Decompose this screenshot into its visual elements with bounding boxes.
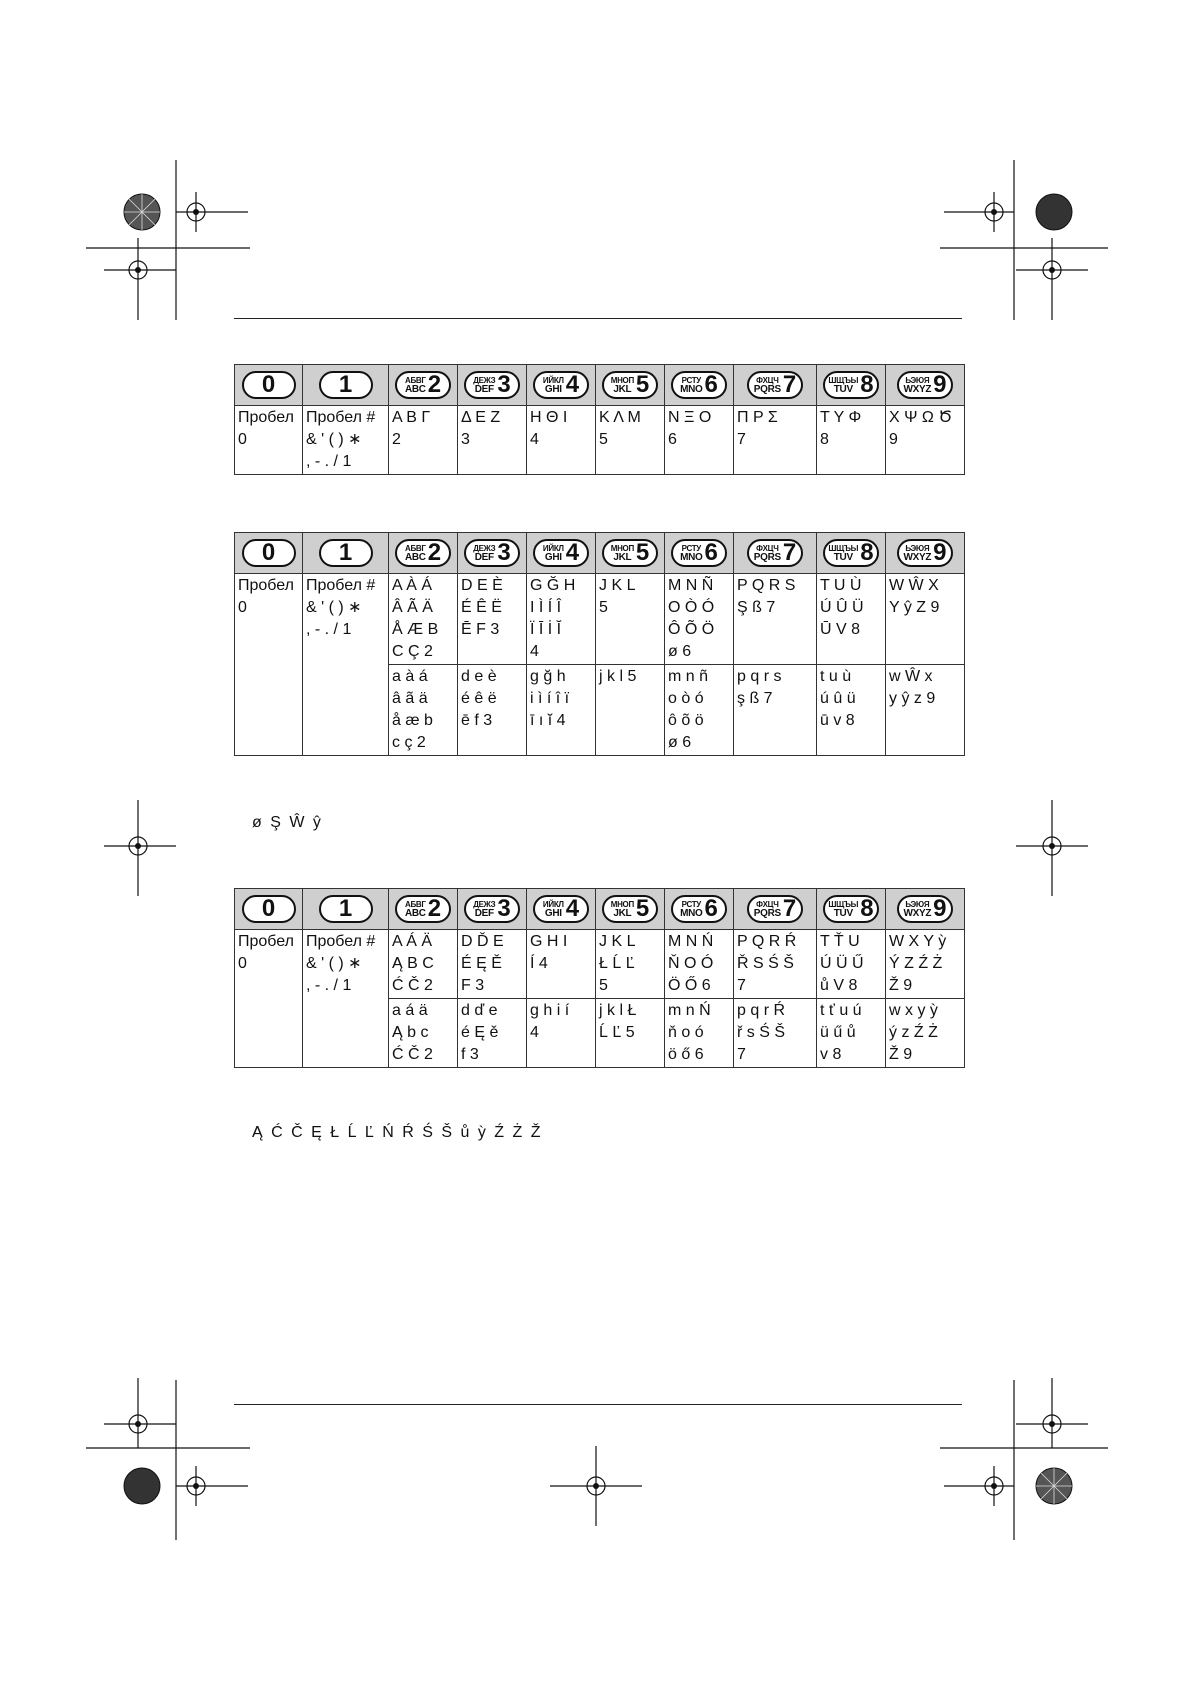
cell-2: A Á Ä Ą B C Ć Č 2 [389,930,458,999]
key-1: 1 [319,539,373,567]
cell-5: Κ Λ Μ 5 [596,406,665,475]
key-3: ДЕЖЗ DEF 3 [464,371,520,399]
key-3: ДЕЖЗ DEF 3 [464,539,520,567]
key-row [235,365,965,406]
key-4: ИЙКЛ GHI 4 [533,895,589,923]
key-6: РСТУ MNO 6 [671,895,727,923]
table-row [235,406,965,475]
character-table-central-european [234,888,965,1068]
cell-4-lower: g ğ h i ì í î ï ī ı ĭ 4 [527,665,596,756]
cell-3-lower: d e è é ê ë ē f 3 [458,665,527,756]
key-0: 0 [242,371,296,399]
cell-0: Пробел 0 [235,930,303,1068]
key-4: ИЙКЛ GHI 4 [533,539,589,567]
key-8: ШЩЪЫ TUV 8 [823,539,879,567]
cell-4: Η Θ Ι 4 [527,406,596,475]
cell-4: G Ğ H I Ì Í Î Ï Ī İ Ĭ 4 [527,574,596,665]
key-5: МНОП JKL 5 [602,895,658,923]
key-0: 0 [242,539,296,567]
header-rule [234,318,962,319]
cell-6: M N Ń Ň O Ó Ö Ő 6 [665,930,734,999]
key-6: РСТУ MNO 6 [671,371,727,399]
cell-5: J K L 5 [596,574,665,665]
cell-3: Δ Ε Ζ 3 [458,406,527,475]
character-table-latin-extended [234,532,965,756]
cell-3: D E È É Ê Ë Ē F 3 [458,574,527,665]
cell-5: J K L Ł Ĺ Ľ 5 [596,930,665,999]
cell-8: T U Ù Ú Û Ü Ū V 8 [817,574,886,665]
key-2: АБВГ ABC 2 [395,539,451,567]
special-chars-note-2: Ą Ć Č Ę Ł Ĺ Ľ Ń Ŕ Ś Š ů ỳ Ź Ż Ž [252,1124,543,1141]
cell-9-lower: w Ŵ x y ŷ z 9 [886,665,965,756]
cell-8: Τ Υ Φ 8 [817,406,886,475]
key-7: ФХЦЧ PQRS 7 [747,895,803,923]
cell-8-lower: t ť u ú ü ű ů v 8 [817,999,886,1068]
key-4: ИЙКЛ GHI 4 [533,371,589,399]
cell-4: G H I Í 4 [527,930,596,999]
cell-2-lower: a á ä Ą b c Ć Č 2 [389,999,458,1068]
cell-2-lower: a à á â ã ä å æ b c ç 2 [389,665,458,756]
cell-6: Ν Ξ Ο 6 [665,406,734,475]
key-6: РСТУ MNO 6 [671,539,727,567]
cell-9: Χ Ψ Ω Ծ 9 [886,406,965,475]
key-row [235,889,965,930]
cell-9: W X Y ỳ Ý Z Ź Ż Ž 9 [886,930,965,999]
cell-6-lower: m n ñ o ò ó ô õ ö ø 6 [665,665,734,756]
key-9: ЬЭЮЯ WXYZ 9 [897,539,953,567]
cell-2: Α Β Γ 2 [389,406,458,475]
cell-7: P Q R Ŕ Ř S Ś Š 7 [734,930,817,999]
cell-7-lower: p q r Ŕ ř s Ś Š 7 [734,999,817,1068]
cell-3: D Ď E É Ę Ě F 3 [458,930,527,999]
cell-7: P Q R S Ş ß 7 [734,574,817,665]
cell-6: M N Ñ O Ò Ó Ô Õ Ö ø 6 [665,574,734,665]
cell-9: W Ŵ X Y ŷ Z 9 [886,574,965,665]
key-9: ЬЭЮЯ WXYZ 9 [897,895,953,923]
key-1: 1 [319,371,373,399]
key-8: ШЩЪЫ TUV 8 [823,895,879,923]
cell-1: Пробел # & ' ( ) ∗ , - . / 1 [303,574,389,756]
cell-9-lower: w x y ỳ ý z Ź Ż Ž 9 [886,999,965,1068]
footer-rule [234,1404,962,1405]
key-9: ЬЭЮЯ WXYZ 9 [897,371,953,399]
cell-0: Пробел 0 [235,574,303,756]
cell-7-lower: p q r s ş ß 7 [734,665,817,756]
key-row [235,533,965,574]
cell-4-lower: g h i í 4 [527,999,596,1068]
key-3: ДЕЖЗ DEF 3 [464,895,520,923]
key-0: 0 [242,895,296,923]
key-7: ФХЦЧ PQRS 7 [747,539,803,567]
table-row [235,574,965,665]
cell-7: Π Ρ Σ 7 [734,406,817,475]
key-7: ФХЦЧ PQRS 7 [747,371,803,399]
table-row [235,930,965,999]
key-1: 1 [319,895,373,923]
key-2: АБВГ ABC 2 [395,895,451,923]
key-5: МНОП JKL 5 [602,539,658,567]
character-table-greek [234,364,965,475]
cell-1: Пробел # & ' ( ) ∗ , - . / 1 [303,406,389,475]
cell-0: Пробел 0 [235,406,303,475]
cell-6-lower: m n Ń ň o ó ö ő 6 [665,999,734,1068]
cell-1: Пробел # & ' ( ) ∗ , - . / 1 [303,930,389,1068]
key-5: МНОП JKL 5 [602,371,658,399]
cell-8: T Ť U Ú Ü Ű ů V 8 [817,930,886,999]
cell-8-lower: t u ù ú û ü ū v 8 [817,665,886,756]
cell-5-lower: j k l Ł Ĺ Ľ 5 [596,999,665,1068]
cell-5-lower: j k l 5 [596,665,665,756]
special-chars-note-1: ø Ş Ŵ ŷ [252,814,323,831]
cell-2: A À Á Â Ã Ä Å Æ B C Ç 2 [389,574,458,665]
key-8: ШЩЪЫ TUV 8 [823,371,879,399]
key-2: АБВГ ABC 2 [395,371,451,399]
cell-3-lower: d ď e é Ę ě f 3 [458,999,527,1068]
